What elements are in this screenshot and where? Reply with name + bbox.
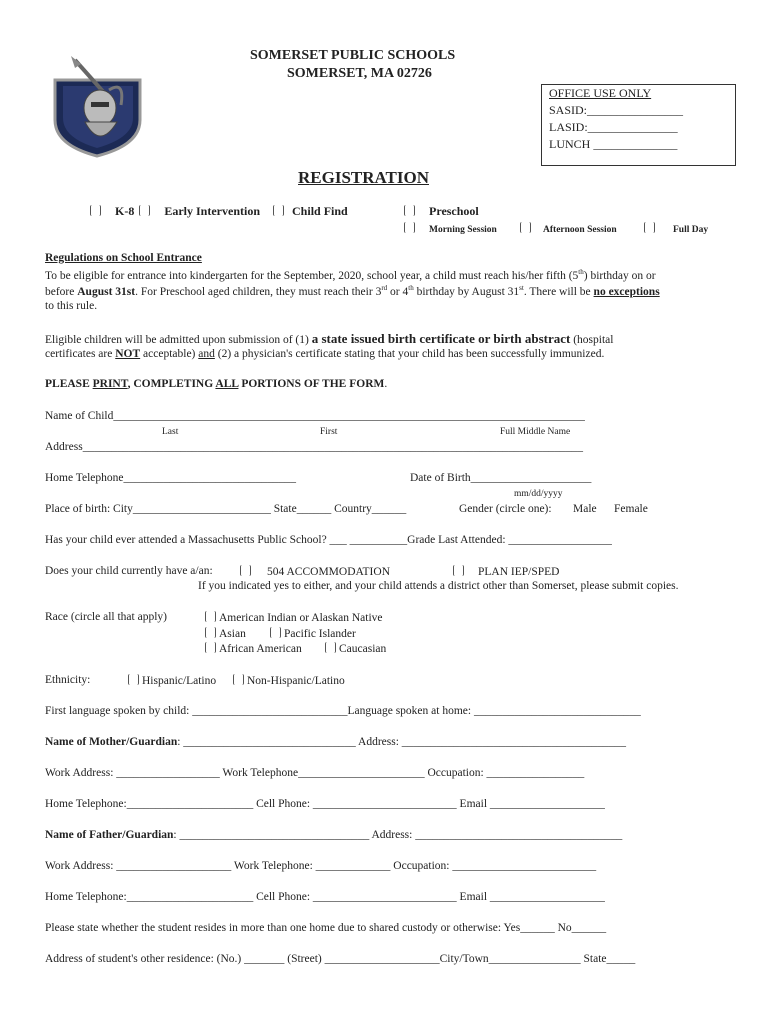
regs-heading: Regulations on School Entrance [45,252,202,264]
print-text: PLEASE [45,378,93,390]
language-field[interactable]: First language spoken by child: ___________________________Language spoken at home: _____________________________ [45,705,641,717]
regs-text: or 4 [387,285,409,298]
dob-format: mm/dd/yyyy [514,489,563,499]
race-option-2 [205,627,246,640]
regs-no-exceptions: no exceptions [593,285,660,298]
preschool-checkbox[interactable] [404,205,415,216]
print-text: , COMPLETING [127,378,216,390]
page-title: REGISTRATION [298,168,429,187]
afternoon-checkbox[interactable] [520,222,531,233]
print-instruction [45,378,387,390]
father-row[interactable] [45,829,622,841]
k8-label: K-8 [115,204,135,218]
eligible-and: and [198,348,215,360]
last-caption: Last [162,427,179,437]
eligible-line1 [45,331,613,347]
regs-line3: to this rule. [45,300,98,312]
fullday-label: Full Day [673,225,709,235]
race-checkbox[interactable] [270,627,281,638]
regs-sup: st [519,284,524,292]
program-row [90,204,348,219]
childfind-label: Child Find [292,204,348,218]
father-work-field[interactable]: Work Address: ____________________ Work Telephone: _____________ Occupation: _________________________ [45,860,597,872]
eligible-line2 [45,348,604,360]
school-address: SOMERSET, MA 02726 [287,66,432,81]
place-of-birth-field[interactable]: Place of birth: City________________________ State______ Country______ [45,503,407,515]
morning-label: Morning Session [429,225,497,235]
eligible-text: (hospital [570,334,614,346]
lunch-field[interactable]: LUNCH ______________ [549,137,678,151]
eligible-text: Eligible children will be admitted upon submission of (1) [45,334,312,346]
mother-row[interactable] [45,736,626,748]
regs-text: . For Preschool aged children, they must reach their 3 [135,285,382,298]
early-label: Early Intervention [164,204,261,218]
print-text: PRINT [92,378,128,390]
k8-checkbox[interactable] [90,205,101,216]
race-option-3 [270,627,356,640]
nonhispanic-label: Non-Hispanic/Latino [247,675,345,687]
hispanic-label: Hispanic/Latino [142,675,217,687]
middle-caption: Full Middle Name [500,427,571,437]
regs-text: . There will be [523,285,594,298]
session-fullday [644,222,708,235]
gender-label: Gender (circle one): [459,503,552,515]
ethnicity-option-1 [128,674,216,687]
race-label-5: Caucasian [339,643,387,655]
regs-sup: th [408,284,414,292]
child-name-field[interactable]: Name of Child__________________________________________________________________________________ [45,410,585,422]
iep-option [453,565,559,578]
mother-work-field[interactable]: Work Address: __________________ Work Telephone______________________ Occupation: _________________ [45,767,585,779]
sasid-field[interactable]: SASID:________________ [549,103,684,117]
race-checkbox[interactable] [205,642,216,653]
print-text: PORTIONS OF THE FORM [238,378,385,390]
attended-field[interactable]: Has your child ever attended a Massachusetts Public School? ___ __________Grade Last Attended: __________________ [45,534,612,546]
school-name: SOMERSET PUBLIC SCHOOLS [250,48,456,63]
custody-field[interactable]: Please state whether the student resides in more than one home due to shared custody or otherwise: Yes______ No______ [45,922,607,934]
race-checkbox[interactable] [205,611,216,622]
office-title: OFFICE USE ONLY [549,86,652,100]
gender-female[interactable]: Female [614,503,648,515]
father-home-field[interactable]: Home Telephone:______________________ Cell Phone: _________________________ Email ____________________ [45,891,605,903]
regs-text: before [45,285,78,298]
session-morning [404,222,497,235]
eligible-text: (2) a physician's certificate stating that your child has been successfully immunized. [214,348,605,360]
print-text: . [384,378,388,390]
ethnicity-checkbox[interactable] [233,674,244,685]
morning-checkbox[interactable] [404,222,415,233]
session-afternoon [520,222,617,235]
preschool-label: Preschool [429,204,479,218]
home-telephone-field[interactable]: Home Telephone______________________________ [45,472,297,484]
iep-label: PLAN IEP/SPED [478,566,560,578]
regs-sup: th [578,268,584,276]
gender-male[interactable]: Male [573,503,597,515]
early-checkbox[interactable] [139,205,150,216]
accommodation-option [240,565,390,578]
race-checkbox[interactable] [205,627,216,638]
regs-line2 [45,284,660,298]
regs-text: ) birthday on or [583,269,656,282]
regs-text: birthday by August 31 [413,285,520,298]
race-option-5 [325,642,386,655]
mother-field[interactable]: : ______________________________ Address: _______________________________________ [177,736,627,748]
address-field[interactable]: Address_______________________________________________________________________________________ [45,441,583,453]
race-label-2: Asian [219,628,246,640]
childfind-checkbox[interactable] [273,205,284,216]
dob-field[interactable]: Date of Birth_____________________ [410,472,592,484]
mother-home-field[interactable]: Home Telephone:______________________ Cell Phone: _________________________ Email ____________________ [45,798,605,810]
first-caption: First [320,427,338,437]
lasid-field[interactable]: LASID:_______________ [549,120,678,134]
ethnicity-label: Ethnicity: [45,674,91,686]
other-residence-field[interactable]: Address of student's other residence: (No.) _______ (Street) ____________________City/Town________________ State_____ [45,953,636,965]
acc504-checkbox[interactable] [240,565,251,576]
regs-line1 [45,268,656,282]
race-option-4 [205,642,302,655]
eligible-not: NOT [115,348,141,360]
father-label: Name of Father/Guardian [45,829,174,841]
regs-date: August 31st [77,285,136,298]
copies-note: If you indicated yes to either, and your child attends a district other than Somerset, please submit copies. [198,580,679,592]
race-label-4: African American [219,643,302,655]
race-label: Race (circle all that apply) [45,611,167,623]
fullday-checkbox[interactable] [644,222,655,233]
iep-checkbox[interactable] [453,565,464,576]
school-logo [45,50,150,158]
eligible-text: certificates are [45,348,116,360]
regs-text: To be eligible for entrance into kindergarten for the September, 2020, school year, a child must reach his/her fifth (5 [45,269,579,282]
print-text: ALL [215,378,239,390]
ethnicity-option-2 [233,674,345,687]
afternoon-label: Afternoon Session [543,225,617,235]
have-label: Does your child currently have a/an: [45,565,213,577]
preschool-row [404,204,479,219]
regs-sup: rd [381,284,388,292]
race-label-1: American Indian or Alaskan Native [219,612,383,624]
race-checkbox[interactable] [325,642,336,653]
race-option-1 [205,611,383,624]
mother-label: Name of Mother/Guardian [45,736,178,748]
race-label-3: Pacific Islander [284,628,356,640]
acc504-label: 504 ACCOMMODATION [267,566,390,578]
office-use-box [541,84,736,166]
eligible-docs: a state issued birth certificate or birth abstract [311,331,571,346]
eligible-text: acceptable) [140,348,199,360]
ethnicity-checkbox[interactable] [128,674,139,685]
father-field[interactable]: : _________________________________ Address: ____________________________________ [173,829,623,841]
